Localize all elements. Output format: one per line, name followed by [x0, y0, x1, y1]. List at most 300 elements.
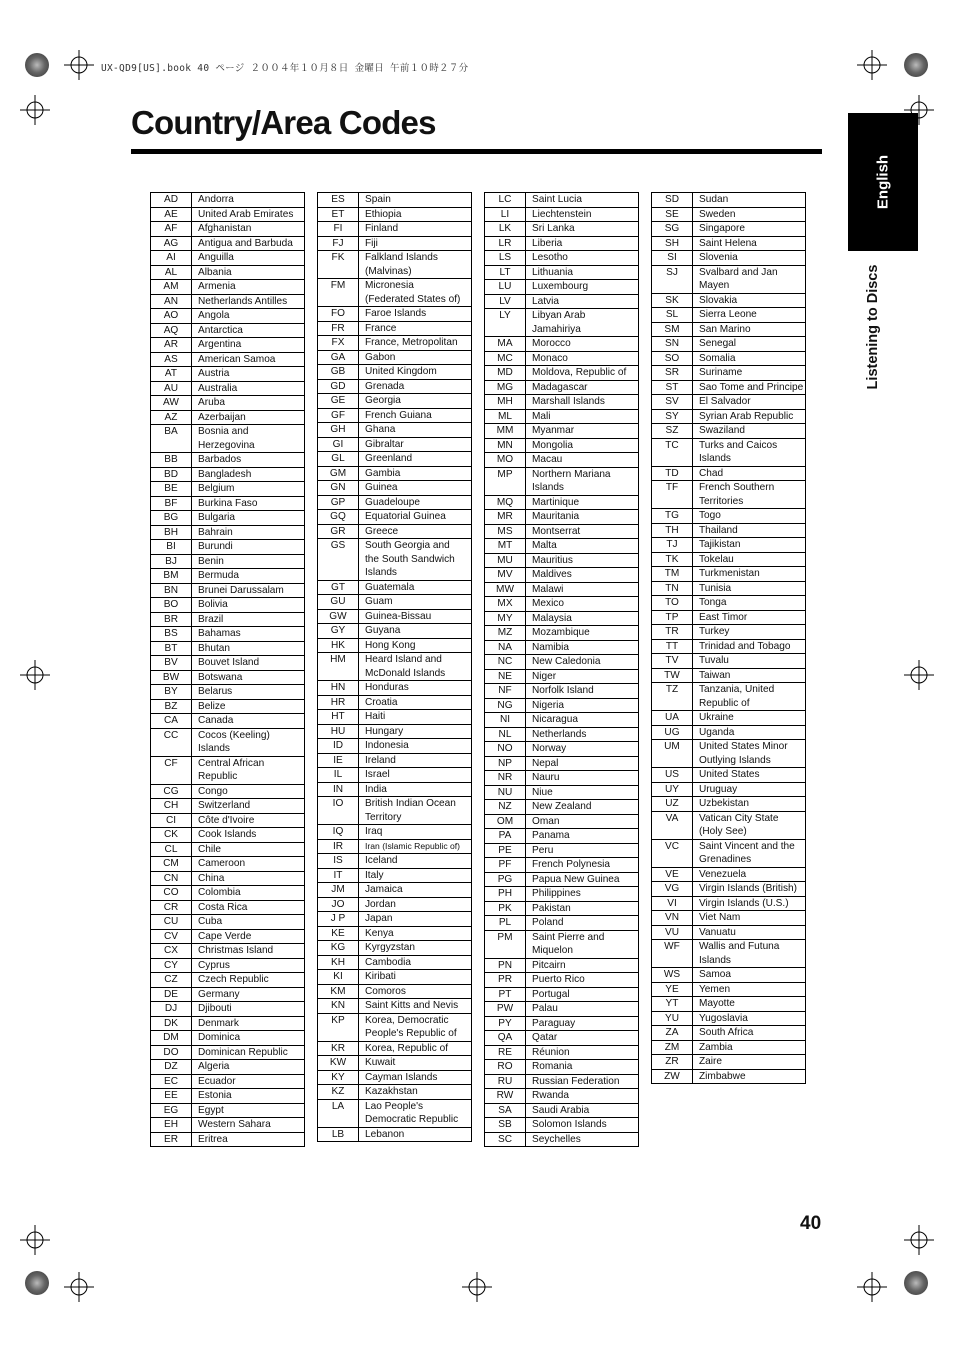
country-code-cell: MZ: [485, 626, 526, 641]
country-code-cell: TN: [652, 581, 693, 596]
table-row: [151, 886, 305, 901]
country-name-cell: Haiti: [359, 710, 472, 725]
table-row: [151, 1060, 305, 1075]
table-row: [318, 739, 472, 754]
country-name-cell: Peru: [526, 843, 639, 858]
country-code-cell: IS: [318, 854, 359, 869]
table-row: [318, 336, 472, 351]
country-code-cell: SV: [652, 395, 693, 410]
country-code-cell: AS: [151, 352, 192, 367]
country-code-cell: VN: [652, 911, 693, 926]
country-code-cell: SI: [652, 251, 693, 266]
country-name-cell: United Kingdom: [359, 365, 472, 380]
country-code-cell: PM: [485, 930, 526, 944]
table-row: [652, 567, 806, 582]
country-name-cell: Malta: [526, 539, 639, 554]
country-name-cell: Brunei Darussalam: [192, 583, 305, 598]
country-code-cell: AG: [151, 236, 192, 251]
crosshair-icon: [20, 660, 50, 690]
country-code-cell: [652, 279, 693, 293]
country-code-cell: PA: [485, 829, 526, 844]
table-row: [318, 394, 472, 409]
table-row: [318, 307, 472, 322]
table-row: [151, 756, 305, 770]
table-row: [318, 466, 472, 481]
country-code-cell: [485, 944, 526, 958]
country-name-cell: Antigua and Barbuda: [192, 236, 305, 251]
country-name-cell: Ecuador: [192, 1074, 305, 1089]
country-name-cell: Luxembourg: [526, 280, 639, 295]
country-code-cell: NF: [485, 684, 526, 699]
country-name-cell: South Georgia and: [359, 539, 472, 553]
country-name-cell: Zaire: [693, 1055, 806, 1070]
country-name-cell: Cameroon: [192, 857, 305, 872]
country-name-cell: Marshall Islands: [526, 395, 639, 410]
country-code-cell: TG: [652, 509, 693, 524]
country-name-cell: United States Minor: [693, 740, 806, 754]
country-code-cell: CU: [151, 915, 192, 930]
country-code-cell: RO: [485, 1060, 526, 1075]
country-code-cell: BR: [151, 612, 192, 627]
table-row: [652, 509, 806, 524]
country-name-cell: Islands: [526, 481, 639, 495]
country-code-cell: NC: [485, 655, 526, 670]
table-row: [151, 656, 305, 671]
country-code-cell: ST: [652, 380, 693, 395]
table-row: [151, 641, 305, 656]
country-code-cell: US: [652, 768, 693, 783]
crosshair-icon: [64, 50, 94, 80]
table-row: [318, 883, 472, 898]
table-row: [318, 207, 472, 222]
country-code-cell: WS: [652, 968, 693, 983]
table-row: [151, 842, 305, 857]
country-code-cell: KR: [318, 1041, 359, 1056]
country-code-cell: UG: [652, 725, 693, 740]
country-code-cell: VI: [652, 896, 693, 911]
table-row: [151, 828, 305, 843]
country-code-cell: AU: [151, 381, 192, 396]
table-row: [485, 337, 639, 352]
table-row: [318, 609, 472, 624]
country-code-cell: CO: [151, 886, 192, 901]
table-row: [652, 825, 806, 839]
country-name-cell: Islands: [192, 742, 305, 756]
title-rule: [131, 149, 822, 154]
country-name-cell: Mauritania: [526, 510, 639, 525]
country-code-cell: YE: [652, 982, 693, 997]
table-row: [318, 321, 472, 336]
table-row: [318, 811, 472, 825]
table-row: [318, 1099, 472, 1113]
table-row: [485, 409, 639, 424]
country-code-cell: PL: [485, 916, 526, 931]
country-name-cell: the South Sandwich: [359, 553, 472, 567]
table-row: [485, 829, 639, 844]
country-code-cell: NO: [485, 742, 526, 757]
country-code-cell: IO: [318, 797, 359, 811]
table-row: [151, 439, 305, 453]
country-code-cell: RE: [485, 1045, 526, 1060]
table-row: [318, 222, 472, 237]
country-code-cell: [318, 1027, 359, 1041]
country-code-cell: SG: [652, 222, 693, 237]
table-row: [318, 768, 472, 783]
country-name-cell: Republic of: [693, 697, 806, 711]
country-code-cell: CN: [151, 871, 192, 886]
registration-dot-icon: [904, 1271, 928, 1295]
country-code-cell: PG: [485, 872, 526, 887]
table-row: [151, 1002, 305, 1017]
country-name-cell: Bulgaria: [192, 511, 305, 526]
table-row: [652, 337, 806, 352]
country-name-cell: Estonia: [192, 1089, 305, 1104]
country-name-cell: Yemen: [693, 982, 806, 997]
country-name-cell: Afghanistan: [192, 222, 305, 237]
country-name-cell: New Caledonia: [526, 655, 639, 670]
country-code-cell: [318, 553, 359, 567]
country-name-cell: Norfolk Island: [526, 684, 639, 699]
country-name-cell: Portugal: [526, 987, 639, 1002]
country-code-cell: IR: [318, 839, 359, 854]
table-row: [485, 251, 639, 266]
country-code-cell: BE: [151, 482, 192, 497]
table-row: [652, 925, 806, 940]
country-name-cell: Thailand: [693, 523, 806, 538]
table-row: [318, 624, 472, 639]
country-name-cell: San Marino: [693, 322, 806, 337]
country-code-cell: ZA: [652, 1026, 693, 1041]
table-row: [485, 901, 639, 916]
country-code-cell: OM: [485, 814, 526, 829]
country-name-cell: Comoros: [359, 984, 472, 999]
table-row: [485, 669, 639, 684]
country-name-cell: Togo: [693, 509, 806, 524]
country-code-cell: IT: [318, 868, 359, 883]
country-name-cell: United Arab Emirates: [192, 207, 305, 222]
country-name-cell: Ukraine: [693, 711, 806, 726]
country-code-cell: BV: [151, 656, 192, 671]
country-name-cell: Oman: [526, 814, 639, 829]
table-row: [318, 580, 472, 595]
country-name-cell: Saint Lucia: [526, 193, 639, 208]
country-code-cell: J P: [318, 912, 359, 927]
country-code-cell: KZ: [318, 1085, 359, 1100]
country-name-cell: Korea, Republic of: [359, 1041, 472, 1056]
table-row: [151, 511, 305, 526]
country-code-cell: NL: [485, 727, 526, 742]
table-row: [151, 1045, 305, 1060]
country-name-cell: Taiwan: [693, 668, 806, 683]
country-name-cell: Antarctica: [192, 323, 305, 338]
table-row: [318, 236, 472, 251]
country-name-cell: French Guiana: [359, 408, 472, 423]
table-row: [318, 265, 472, 279]
table-row: [151, 714, 305, 729]
country-code-cell: BW: [151, 670, 192, 685]
table-row: [652, 754, 806, 768]
country-name-cell: Saint Vincent and the: [693, 839, 806, 853]
country-code-cell: [652, 954, 693, 968]
country-code-cell: SA: [485, 1103, 526, 1118]
page-number: 40: [800, 1213, 822, 1234]
table-row: [318, 251, 472, 265]
country-name-cell: Iraq: [359, 825, 472, 840]
country-code-cell: CI: [151, 813, 192, 828]
country-code-cell: AI: [151, 251, 192, 266]
table-row: [485, 1002, 639, 1017]
table-row: [652, 596, 806, 611]
country-code-cell: BS: [151, 627, 192, 642]
table-row: [318, 724, 472, 739]
country-code-cell: CM: [151, 857, 192, 872]
country-name-cell: Mozambique: [526, 626, 639, 641]
country-name-cell: Iceland: [359, 854, 472, 869]
country-name-cell: Bahrain: [192, 525, 305, 540]
table-row: [151, 222, 305, 237]
language-tab: [848, 113, 918, 251]
table-row: [151, 973, 305, 988]
country-code-cell: SN: [652, 337, 693, 352]
country-code-cell: [151, 439, 192, 453]
country-code-cell: NP: [485, 756, 526, 771]
country-code-cell: LY: [485, 309, 526, 323]
country-code-cell: CV: [151, 929, 192, 944]
table-row: [151, 699, 305, 714]
country-name-cell: Korea, Democratic: [359, 1013, 472, 1027]
country-code-cell: KE: [318, 926, 359, 941]
country-code-cell: LK: [485, 222, 526, 237]
table-row: [652, 610, 806, 625]
country-name-cell: Ghana: [359, 423, 472, 438]
country-code-cell: SJ: [652, 265, 693, 279]
country-code-cell: NG: [485, 698, 526, 713]
country-name-cell: Maldives: [526, 568, 639, 583]
table-row: [318, 350, 472, 365]
country-name-cell: Svalbard and Jan: [693, 265, 806, 279]
table-row: [652, 954, 806, 968]
country-name-cell: Honduras: [359, 681, 472, 696]
code-table-column-2: [317, 192, 472, 1142]
country-code-cell: RW: [485, 1089, 526, 1104]
country-name-cell: France: [359, 321, 472, 336]
country-code-cell: GW: [318, 609, 359, 624]
table-row: [652, 279, 806, 293]
country-name-cell: Gambia: [359, 466, 472, 481]
table-row: [485, 1045, 639, 1060]
table-row: [652, 768, 806, 783]
country-code-cell: YT: [652, 997, 693, 1012]
country-name-cell: French Southern: [693, 481, 806, 495]
country-name-cell: Wallis and Futuna: [693, 940, 806, 954]
country-name-cell: Slovakia: [693, 293, 806, 308]
country-name-cell: Bangladesh: [192, 467, 305, 482]
country-name-cell: Fiji: [359, 236, 472, 251]
country-name-cell: Kyrgyzstan: [359, 941, 472, 956]
country-name-cell: Martinique: [526, 495, 639, 510]
table-row: [485, 1089, 639, 1104]
country-name-cell: China: [192, 871, 305, 886]
country-name-cell: Nepal: [526, 756, 639, 771]
table-row: [151, 265, 305, 280]
country-name-cell: Bosnia and: [192, 425, 305, 439]
table-row: [652, 782, 806, 797]
country-name-cell: Guam: [359, 595, 472, 610]
table-row: [151, 453, 305, 468]
country-name-cell: Morocco: [526, 337, 639, 352]
country-code-cell: ZM: [652, 1040, 693, 1055]
table-row: [652, 308, 806, 323]
country-code-cell: PF: [485, 858, 526, 873]
country-code-cell: [485, 323, 526, 337]
crosshair-icon: [857, 50, 887, 80]
country-name-cell: Bolivia: [192, 598, 305, 613]
table-row: [652, 1040, 806, 1055]
country-name-cell: American Samoa: [192, 352, 305, 367]
country-name-cell: Lao People's: [359, 1099, 472, 1113]
country-name-cell: Netherlands Antilles: [192, 294, 305, 309]
table-row: [485, 582, 639, 597]
country-code-cell: YU: [652, 1011, 693, 1026]
country-name-cell: Samoa: [693, 968, 806, 983]
table-row: [485, 1060, 639, 1075]
table-row: [652, 982, 806, 997]
table-row: [652, 940, 806, 954]
country-code-cell: BM: [151, 569, 192, 584]
table-row: [151, 236, 305, 251]
country-code-cell: AL: [151, 265, 192, 280]
table-row: [485, 958, 639, 973]
table-row: [151, 799, 305, 814]
country-code-cell: GA: [318, 350, 359, 365]
country-name-cell: (Holy See): [693, 825, 806, 839]
table-row: [652, 867, 806, 882]
country-code-cell: GQ: [318, 510, 359, 525]
country-name-cell: Réunion: [526, 1045, 639, 1060]
country-code-cell: KY: [318, 1070, 359, 1085]
table-row: [318, 408, 472, 423]
table-row: [485, 553, 639, 568]
country-code-cell: GN: [318, 481, 359, 496]
country-name-cell: Chad: [693, 466, 806, 481]
table-row: [318, 681, 472, 696]
crosshair-icon: [857, 1272, 887, 1302]
country-code-cell: UA: [652, 711, 693, 726]
country-name-cell: Botswana: [192, 670, 305, 685]
table-row: [652, 366, 806, 381]
country-name-cell: Russian Federation: [526, 1074, 639, 1089]
table-row: [485, 713, 639, 728]
table-row: [151, 1118, 305, 1133]
country-code-cell: NR: [485, 771, 526, 786]
table-row: [652, 438, 806, 452]
table-row: [318, 539, 472, 553]
country-name-cell: Miquelon: [526, 944, 639, 958]
table-row: [318, 1056, 472, 1071]
country-code-cell: TO: [652, 596, 693, 611]
country-code-cell: IE: [318, 753, 359, 768]
country-name-cell: Spain: [359, 193, 472, 208]
country-name-cell: Liechtenstein: [526, 207, 639, 222]
table-row: [652, 882, 806, 897]
country-code-cell: BZ: [151, 699, 192, 714]
country-code-cell: FM: [318, 279, 359, 293]
country-code-cell: VE: [652, 867, 693, 882]
country-code-cell: PW: [485, 1002, 526, 1017]
country-name-cell: Barbados: [192, 453, 305, 468]
country-name-cell: Gabon: [359, 350, 472, 365]
country-code-cell: JM: [318, 883, 359, 898]
table-row: [151, 944, 305, 959]
country-code-cell: [151, 770, 192, 784]
country-code-cell: FI: [318, 222, 359, 237]
country-name-cell: Niger: [526, 669, 639, 684]
table-row: [151, 1074, 305, 1089]
table-row: [485, 640, 639, 655]
country-code-cell: HK: [318, 638, 359, 653]
table-row: [485, 973, 639, 988]
code-table-column-3: [484, 192, 639, 1147]
country-name-cell: Virgin Islands (U.S.): [693, 896, 806, 911]
country-name-cell: Aruba: [192, 396, 305, 411]
country-name-cell: Islands: [359, 566, 472, 580]
table-row: [151, 929, 305, 944]
country-name-cell: Faroe Islands: [359, 307, 472, 322]
country-code-cell: [652, 452, 693, 466]
country-name-cell: Senegal: [693, 337, 806, 352]
country-name-cell: Tunisia: [693, 581, 806, 596]
country-code-cell: AN: [151, 294, 192, 309]
country-name-cell: Albania: [192, 265, 305, 280]
country-code-cell: NZ: [485, 800, 526, 815]
country-code-cell: FX: [318, 336, 359, 351]
country-code-cell: DK: [151, 1016, 192, 1031]
table-row: [318, 839, 472, 854]
country-name-cell: Grenadines: [693, 853, 806, 867]
table-row: [318, 423, 472, 438]
country-name-cell: Democratic Republic: [359, 1113, 472, 1127]
country-name-cell: Tanzania, United: [693, 683, 806, 697]
country-code-cell: VU: [652, 925, 693, 940]
country-name-cell: Germany: [192, 987, 305, 1002]
country-code-cell: UM: [652, 740, 693, 754]
country-name-cell: Sudan: [693, 193, 806, 208]
country-code-cell: [652, 754, 693, 768]
table-row: [652, 911, 806, 926]
country-name-cell: Macau: [526, 453, 639, 468]
table-row: [151, 540, 305, 555]
table-row: [151, 294, 305, 309]
country-name-cell: Jordan: [359, 897, 472, 912]
country-name-cell: Cambodia: [359, 955, 472, 970]
table-row: [318, 595, 472, 610]
country-code-cell: BJ: [151, 554, 192, 569]
table-row: [151, 496, 305, 511]
table-row: [485, 611, 639, 626]
country-name-cell: Territory: [359, 811, 472, 825]
table-row: [652, 222, 806, 237]
country-code-cell: [652, 825, 693, 839]
country-code-cell: AQ: [151, 323, 192, 338]
country-name-cell: Outlying Islands: [693, 754, 806, 768]
country-code-cell: VG: [652, 882, 693, 897]
country-code-cell: LB: [318, 1127, 359, 1142]
table-row: [151, 900, 305, 915]
country-name-cell: Belgium: [192, 482, 305, 497]
country-name-cell: Islands: [693, 954, 806, 968]
table-row: [485, 1118, 639, 1133]
country-code-cell: MN: [485, 438, 526, 453]
